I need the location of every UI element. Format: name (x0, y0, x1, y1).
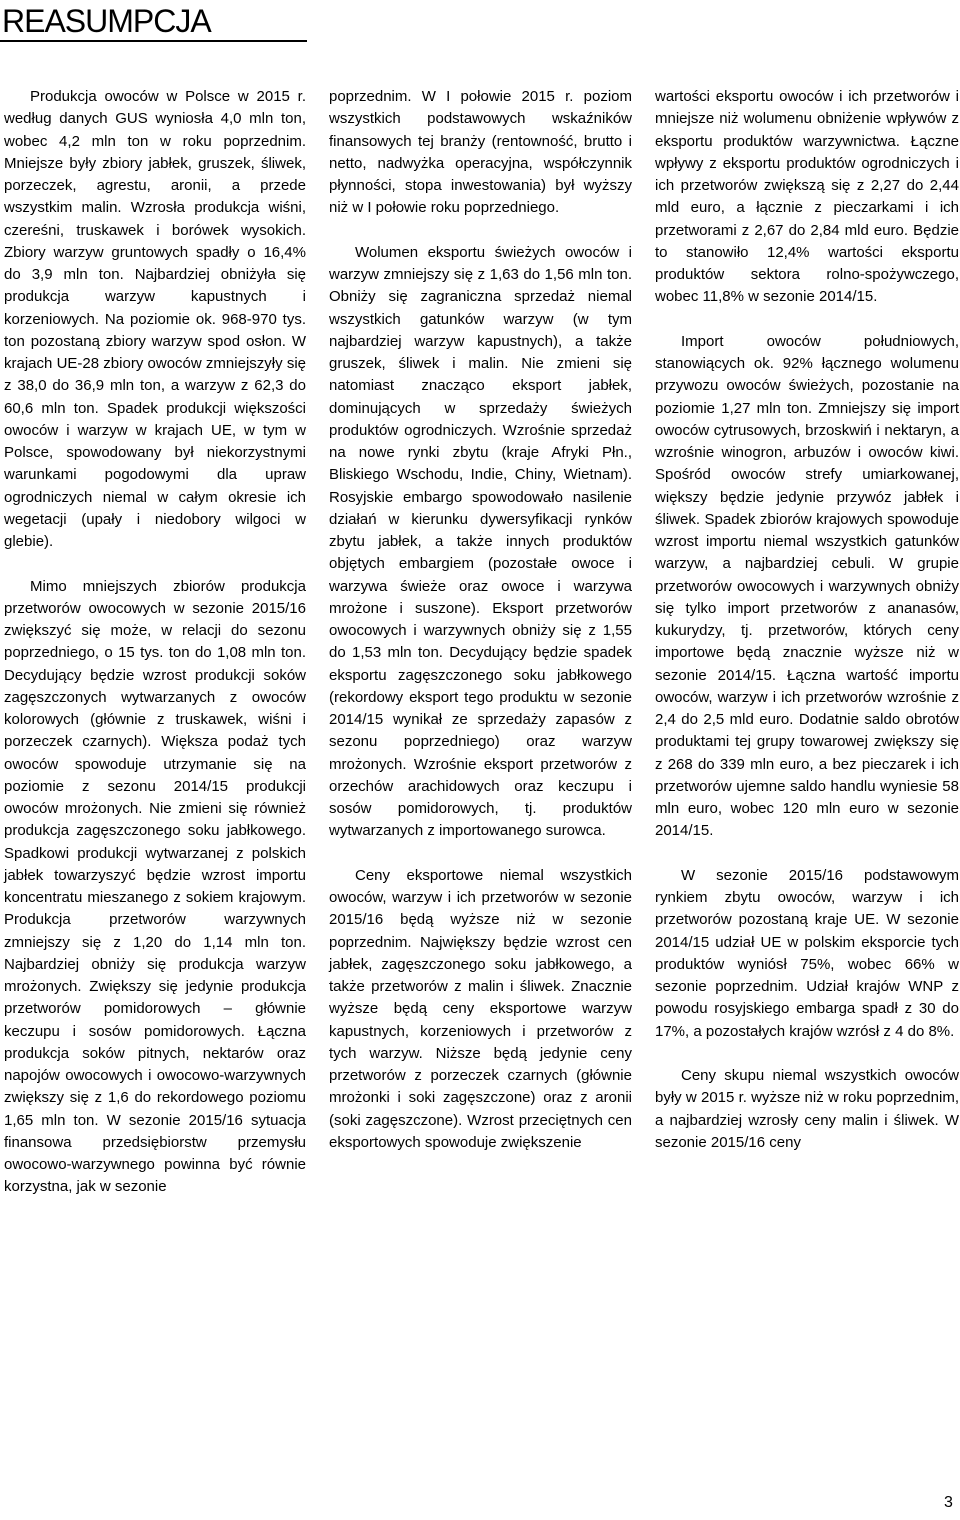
page-number: 3 (944, 1494, 953, 1511)
paragraph-continued: poprzednim. W I połowie 2015 r. poziom wszystkich podstawowych wskaźników finansowych tej branży (rentowność, brutto i netto, nadwyżka operacyjna, współczynnik płynności, stopa inwestowania) był wyższy niż w I połowie roku poprzedniego. (329, 88, 632, 217)
page-title: REASUMPCJA (2, 3, 211, 39)
paragraph: Produkcja owoców w Polsce w 2015 r. według danych GUS wyniosła 4,0 mln ton, wobec 4,2 mln ton w roku poprzednim. Mniejsze były zbiory jabłek, gruszek, śliwek, porzeczek, agrestu, aronii, a przede wszystkim malin. Wzrosła produkcja wiśni, czereśni, truskawek i borówek wysokich. Zbiory warzyw gruntowych spadły o 16,4% do 3,9 mln ton. Najbardziej obniżyła się produkcja warzyw kapustnych i korzeniowych. Na poziomie ok. 968-970 tys. ton pozostaną zbiory warzyw spod osłon. W krajach UE-28 zbiory owoców zmniejszyły się z 38,0 do 36,9 mln ton, a warzyw z 62,3 do 60,6 mln ton. Spadek produkcji większości owoców i warzyw w krajach UE, w tym w Polsce, spowodowany był niekorzystnymi warunkami pogodowymi dla upraw ogrodniczych niemal w całym okresie ich wegetacji (upały i niedobory wilgoci w glebie). (4, 88, 306, 550)
paragraph: Wolumen eksportu świeżych owoców i warzyw zmniejszy się z 1,63 do 1,56 mln ton. Obniży się zagraniczna sprzedaż niemal wszystkich gatunków warzyw (w tym najbardziej warzyw kapustnych), a także gruszek, śliwek i malin. Nie zmieni się natomiast znacząco eksport jabłek, dominujących w sprzedaży świeżych produktów ogrodniczych. Wzrośnie sprzedaż na nowe rynki zbytu (kraje Afryki Płn., Bliskiego Wschodu, Indie, Chiny, Wietnam). Rosyjskie embargo spowodowało nasilenie działań w kierunku dywersyfikacji rynków zbytu jabłek, a także innych produktów objętych embargiem (pozostałe owoce i warzywa świeże oraz owoce i warzywa mrożone i suszone). Eksport przetworów owocowych i warzywnych obniży się z 1,55 do 1,53 mln ton. Decydujący będzie spadek eksportu zagęszczonego soku jabłkowego (rekordowy eksport tego produktu w sezonie 2014/15 wynikał ze sprzedaży zapasów z sezonu poprzedniego) oraz warzyw mrożonych. Wzrośnie eksport przetworów z orzechów arachidowych oraz keczupu i sosów pomidorowych, tj. produktów wytwarzanych z importowanego surowca. (329, 243, 632, 840)
paragraph-continued: wartości eksportu owoców i ich przetworów i mniejsze niż wolumenu obniżenie wpływów z eksportu produktów warzywnictwa. Łączne wpływy z eksportu produktów ogrodniczych i ich przetworów zwiększą się z 2,27 do 2,44 mld euro, a łącznie z pieczarkami i ich przetworami z 2,67 do 2,84 mld euro. Będzie to stanowiło 12,4% wartości eksportu produktów sektora rolno-spożywczego, wobec 11,8% w sezonie 2014/15. (655, 88, 959, 306)
paragraph: Ceny skupu niemal wszystkich owoców były w 2015 r. wyższe niż w roku poprzednim, a najbardziej wzrosły ceny malin i śliwek. W sezonie 2015/16 ceny (655, 1067, 959, 1151)
text-column-2 (329, 86, 632, 1154)
paragraph: W sezonie 2015/16 podstawowym rynkiem zbytu owoców, warzyw i ich przetworów pozostaną kraje UE. W sezonie 2014/15 udział UE w polskim eksporcie tych produktów wyniósł 75%, wobec 66% w sezonie poprzednim. Udział krajów WNP z powodu rosyjskiego embarga spadł z 30 do 17%, a pozostałych krajów wzrósł z 4 do 8%. (655, 866, 959, 1040)
paragraph: Ceny eksportowe niemal wszystkich owoców, warzyw i ich przetworów w sezonie 2015/16 będą wyższe niż w sezonie poprzednim. Największy będzie wzrost cen jabłek, zagęszczonego soku jabłkowego, a także przetworów z malin i śliwek. Znacznie wyższe będą ceny eksportowe warzyw kapustnych, korzeniowych i przetworów z tych warzyw. Niższe będą jedynie ceny przetworów z porzeczek czarnych (głównie mrożonki i soki zagęszczone) oraz z aronii (soki zagęszczone). Wzrost przeciętnych cen eksportowych spowoduje zwiększenie (329, 866, 632, 1151)
text-column-3 (655, 86, 959, 1154)
title-underline (0, 40, 307, 42)
text-column-1 (4, 86, 306, 1199)
paragraph: Mimo mniejszych zbiorów produkcja przetworów owocowych w sezonie 2015/16 zwiększyć się może, w relacji do sezonu poprzedniego, o 15 tys. ton do 1,08 mln ton. Decydujący będzie wzrost produkcji soków zagęszczonych wytwarzanych z owoców kolorowych (głównie z truskawek, wiśni i porzeczek czarnych). Większa podaż tych owoców spowoduje utrzymanie się na poziomie z sezonu 2014/15 produkcji owoców mrożonych. Nie zmieni się również produkcja zagęszczonego soku jabłkowego. Spadkowi produkcji wytwarzanej z polskich jabłek towarzyszyć będzie wzrost importu koncentratu mieszanego z sokiem krajowym. Produkcja przetworów warzywnych zmniejszy się z 1,20 do 1,14 mln ton. Najbardziej obniży się produkcja warzyw mrożonych. Zwiększy się jedynie produkcja przetworów pomidorowych – głównie keczupu i sosów pomidorowych. Łączna produkcja soków pitnych, nektarów oraz napojów owocowych i owocowo-warzywnych zwiększy się z 1,6 do rekordowego poziomu 1,65 mln ton. W sezonie 2015/16 sytuacja finansowa przedsiębiorstw przemysłu owocowo-warzywnego powinna być równie korzystna, jak w sezonie (4, 577, 306, 1196)
paragraph: Import owoców południowych, stanowiących ok. 92% łącznego wolumenu przywozu owoców świeżych, pozostanie na poziomie 1,27 mln ton. Zmniejszy się import owoców cytrusowych, brzoskwiń i nektaryn, a wzrośnie winogron, arbuzów i owoców kiwi. Spośród owoców strefy umiarkowanej, większy będzie jedynie przywóz jabłek i śliwek. Spadek zbiorów krajowych spowoduje wzrost importu niemal wszystkich gatunków warzyw, a najbardziej cebuli. W grupie przetworów owocowych i warzywnych obniży się tylko import przetworów z ananasów, kukurydzy, tj. przetworów, których ceny importowe będą znacznie wyższe niż w sezonie 2014/15. Łączna wartość importu owoców, warzyw i ich przetworów wzrośnie z 2,4 do 2,5 mld euro. Dodatnie saldo obrotów produktami tej grupy towarowej zwiększy się z 268 do 339 mln euro, a bez pieczarek i ich przetworów ujemne saldo handlu wyniesie 58 mln euro, wobec 120 mln euro w sezonie 2014/15. (655, 332, 959, 840)
